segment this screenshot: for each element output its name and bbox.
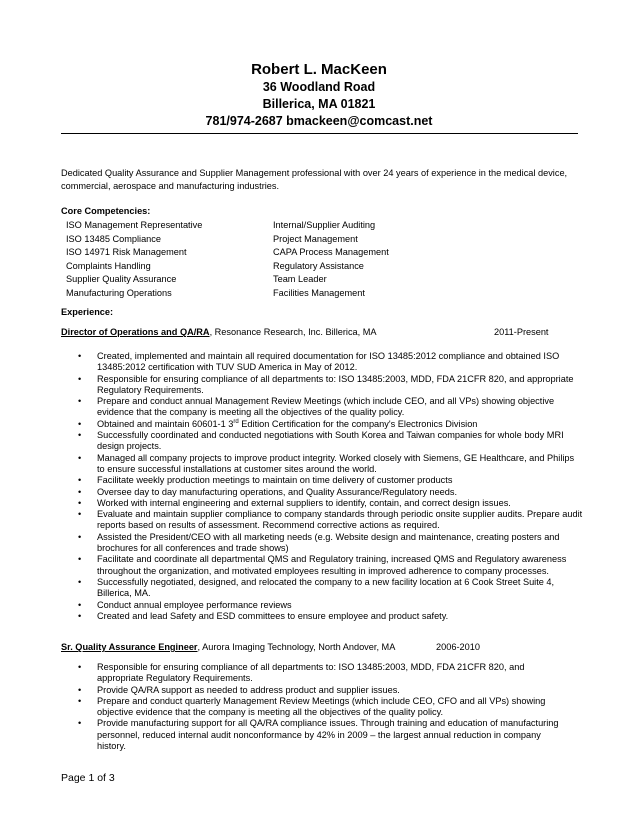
competency-item: Manufacturing Operations [66,287,172,298]
list-item [61,374,583,397]
bullet-text: Responsible for ensuring compliance of all departments to: ISO 13485:2003, MDD, FDA 21CFR 820, and appropriate Regulatory Requirements. [97,373,574,395]
bullet-text: Assisted the President/CEO with all marketing needs (e.g. Website design and maintenance, creating posters and brochures for all conferences and trade shows) [97,531,560,554]
competency-item: Complaints Handling [66,260,151,271]
bullet-text: Worked with internal engineering and external suppliers to identify, contain, and correct design issues. [97,497,511,508]
bullet-icon: • [78,599,82,610]
list-item [61,718,571,752]
bullet-text: Oversee day to day manufacturing operations, and Quality Assurance/Regulatory needs. [97,486,458,497]
bullet-text: Provide QA/RA support as needed to address product and supplier issues. [97,684,400,695]
bullet-text: Responsible for ensuring compliance of all departments to: ISO 13485:2003, MDD, FDA 21CFR 820, and appropriate Regulatory Requirements. [97,662,525,684]
bullet-icon: • [78,662,82,672]
header-divider [61,133,578,134]
candidate-name: Robert L. MacKeen [251,61,387,78]
list-item [61,696,571,719]
bullet-text-part: Edition Certification for the company's Electronics Division [238,418,478,429]
bullet-icon: • [78,475,82,486]
bullet-text: Managed all company projects to improve product integrity. Worked closely with Siemens, GE Healthcare, and Philips to ensure successful installations at customer sites around the world. [97,452,575,474]
job-1-responsibilities [61,351,583,622]
list-item [61,577,583,600]
competency-item: Internal/Supplier Auditing [273,220,376,230]
list-item [61,396,583,419]
competency-item: ISO 13485 Compliance [66,233,161,244]
list-item [61,475,583,486]
bullet-icon: • [78,396,82,407]
bullet-text: Conduct annual employee performance reviews [97,599,292,610]
experience-heading: Experience: [61,307,114,317]
competencies-right-column [273,219,389,301]
phone-email: 781/974-2687 bmackeen@comcast.net [205,114,433,128]
bullet-icon: • [78,554,82,565]
bullet-text: Successfully coordinated and conducted negotiations with South Korea and Taiwan companies for whole body MRI design projects. [97,430,564,452]
job-2-dates: 2006-2010 [436,642,480,652]
competency-item: Team Leader [273,274,327,285]
list-item [61,611,583,622]
competencies-left-column [66,219,202,301]
professional-summary: Dedicated Quality Assurance and Supplier Management professional with over 24 years of experience in the medical device, commercial, aerospace and manufacturing industries. [61,168,568,191]
bullet-text: Evaluate and maintain supplier compliance to company standards through periodic onsite supplier audits. Prepare audit reports based on results of assessment. Recommend corrective actions as required. [97,509,583,531]
bullet-icon: • [78,430,82,441]
job-2-title: Sr. Quality Assurance Engineer [61,642,198,652]
list-item [61,532,583,555]
street-address: 36 Woodland Road [262,80,376,94]
job-1-dates: 2011-Present [494,327,549,337]
list-item [61,662,571,685]
bullet-text: Prepare and conduct quarterly Management Review Meetings (which include CEO, CFO and all VPs) showing objective evidence that the company is meeting all the objectives of the quality policy. [97,695,546,718]
bullet-icon: • [78,452,82,463]
resume-header [0,60,638,130]
list-item [61,509,583,532]
bullet-text: Prepare and conduct annual Management Review Meetings (which include CEO, and all VPs) showing objective evidence that the company is meeting all the objectives of the quality policy. [97,396,555,418]
list-item [61,498,583,509]
list-item [61,685,571,696]
page-number: Page 1 of 3 [61,772,115,784]
bullet-text: Facilitate weekly production meetings to maintain on time delivery of customer products [97,475,453,486]
bullet-text [97,419,477,429]
bullet-icon: • [78,418,82,429]
bullet-text: Created, implemented and maintain all required documentation for ISO 13485:2012 compliance and obtained ISO 13485:2012 certification with TUV SUD America in May of 2012. [97,351,560,373]
list-item [61,487,583,498]
bullet-icon: • [78,373,82,384]
job-2-responsibilities [61,662,571,752]
bullet-icon: • [78,509,82,520]
list-item [61,351,583,374]
list-item [61,419,583,430]
job-2-heading [61,642,480,652]
bullet-icon: • [78,351,82,361]
bullet-icon: • [78,695,82,706]
bullet-icon: • [78,531,82,542]
bullet-text: Facilitate and coordinate all departmental QMS and Regulatory training, increased QMS and Regulatory awareness throughout the organization, and motivated employees resulting in improved adherence to company processes. [97,554,567,576]
bullet-text: Successfully negotiated, designed, and relocated the company to a new facility location at 6 Cook Street Suite 4, Billerica, MA. [97,576,555,599]
bullet-icon: • [78,486,82,497]
competency-item: ISO Management Representative [66,220,203,230]
competency-item: ISO 14971 Risk Management [66,247,187,258]
bullet-icon: • [78,497,82,508]
bullet-icon: • [78,576,82,587]
core-competencies-heading: Core Competencies: [61,206,151,216]
job-1-title: Director of Operations and QA/RA [61,327,210,337]
bullet-icon: • [78,610,82,621]
bullet-icon: • [78,718,82,729]
list-item [61,430,583,453]
bullet-text: Created and lead Safety and ESD committees to ensure employee and product safety. [97,610,449,621]
bullet-icon: • [78,684,82,695]
list-item [61,453,583,476]
ordinal-superscript: rd [233,418,239,425]
competency-item: Supplier Quality Assurance [66,274,177,285]
competency-item: Project Management [273,233,358,244]
bullet-text: Provide manufacturing support for all QA/RA compliance issues. Through training and education of manufacturing personnel, reduced internal audit nonconformance by 42% in 2009 – the largest annual reduction in company history. [97,718,559,752]
competency-item: Regulatory Assistance [273,260,364,271]
competency-item: CAPA Process Management [273,247,389,258]
list-item [61,600,583,611]
competency-item: Facilities Management [273,287,365,298]
bullet-text-part: Obtained and maintain 60601-1 3 [97,418,234,429]
job-2-company: , Aurora Imaging Technology, North Andover, MA [197,642,396,652]
city-state-zip: Billerica, MA 01821 [262,97,376,111]
job-1-heading [61,327,549,337]
list-item [61,554,583,577]
job-1-company: , Resonance Research, Inc. Billerica, MA [209,327,377,337]
